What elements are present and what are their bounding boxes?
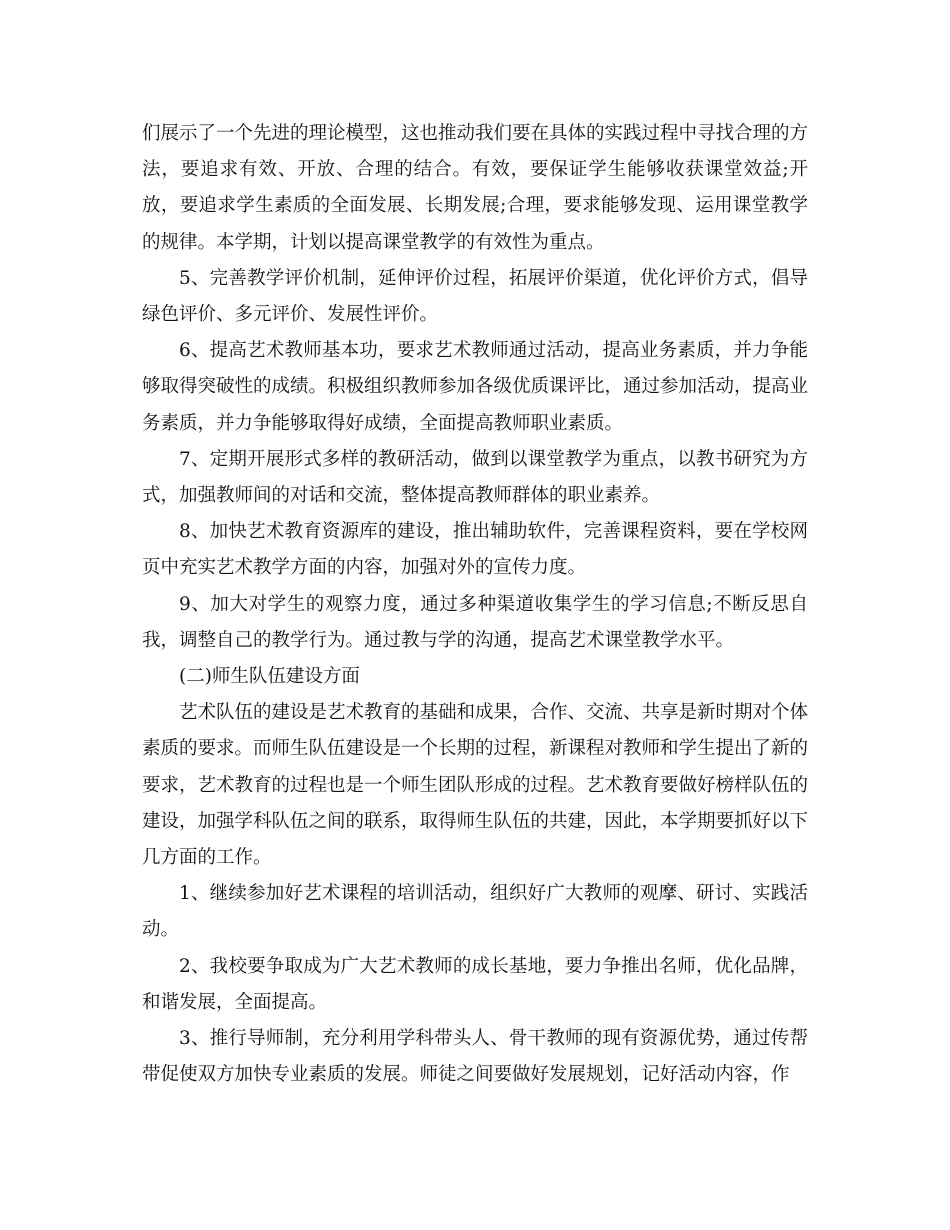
document-body [142,116,808,1093]
paragraph-section-item-2: 2、我校要争取成为广大艺术教师的成长基地，要力争推出名师，优化品牌，和谐发展，全面提高。 [142,955,808,1013]
paragraph-item-9: 9、加大对学生的观察力度，通过多种渠道收集学生的学习信息;不断反思自我，调整自己的教学行为。通过教与学的沟通，提高艺术课堂教学水平。 [142,593,808,651]
section-heading: (二)师生队伍建设方面 [179,666,360,688]
paragraph-item-8: 8、加快艺术教育资源库的建设，推出辅助软件，完善课程资料，要在学校网页中充实艺术教学方面的内容，加强对外的宣传力度。 [142,521,808,579]
paragraph-item-6: 6、提高艺术教师基本功，要求艺术教师通过活动，提高业务素质，并力争能够取得突破性的成绩。积极组织教师参加各级优质课评比，通过参加活动，提高业务素质，并力争能够取得好成绩，全面提高教师职业素质。 [142,340,809,434]
paragraph-item-5: 5、完善教学评价机制，延伸评价过程，拓展评价渠道，优化评价方式，倡导绿色评价、多元评价、发展性评价。 [142,267,808,326]
paragraph-continuation: 们展示了一个先进的理论模型，这也推动我们要在具体的实践过程中寻找合理的方法，要追求有效、开放、合理的结合。有效，要保证学生能够收获课堂效益;开放，要追求学生素质的全面发展、长期发展;合理，要求能够发现、运用课堂教学的规律。本学期，计划以提高课堂教学的有效性为重点。 [142,123,809,253]
paragraph-section-item-1: 1、继续参加好艺术课程的培训活动，组织好广大教师的观摩、研讨、实践活动。 [142,883,808,941]
paragraph-item-7: 7、定期开展形式多样的教研活动，做到以课堂教学为重点，以教书研究为方式，加强教师间的对话和交流，整体提高教师群体的职业素养。 [142,448,808,507]
paragraph-section-item-3: 3、推行导师制，充分利用学科带头人、骨干教师的现有资源优势，通过传帮带促使双方加快专业素质的发展。师徒之间要做好发展规划，记好活动内容，作 [142,1028,808,1086]
paragraph-section-intro: 艺术队伍的建设是艺术教育的基础和成果，合作、交流、共享是新时期对个体素质的要求。而师生队伍建设是一个长期的过程，新课程对教师和学生提出了新的要求，艺术教育的过程也是一个师生团队形成的过程。艺术教育要做好榜样队伍的建设，加强学科队伍之间的联系，取得师生队伍的共建，因此，本学期要抓好以下几方面的工作。 [142,702,809,869]
